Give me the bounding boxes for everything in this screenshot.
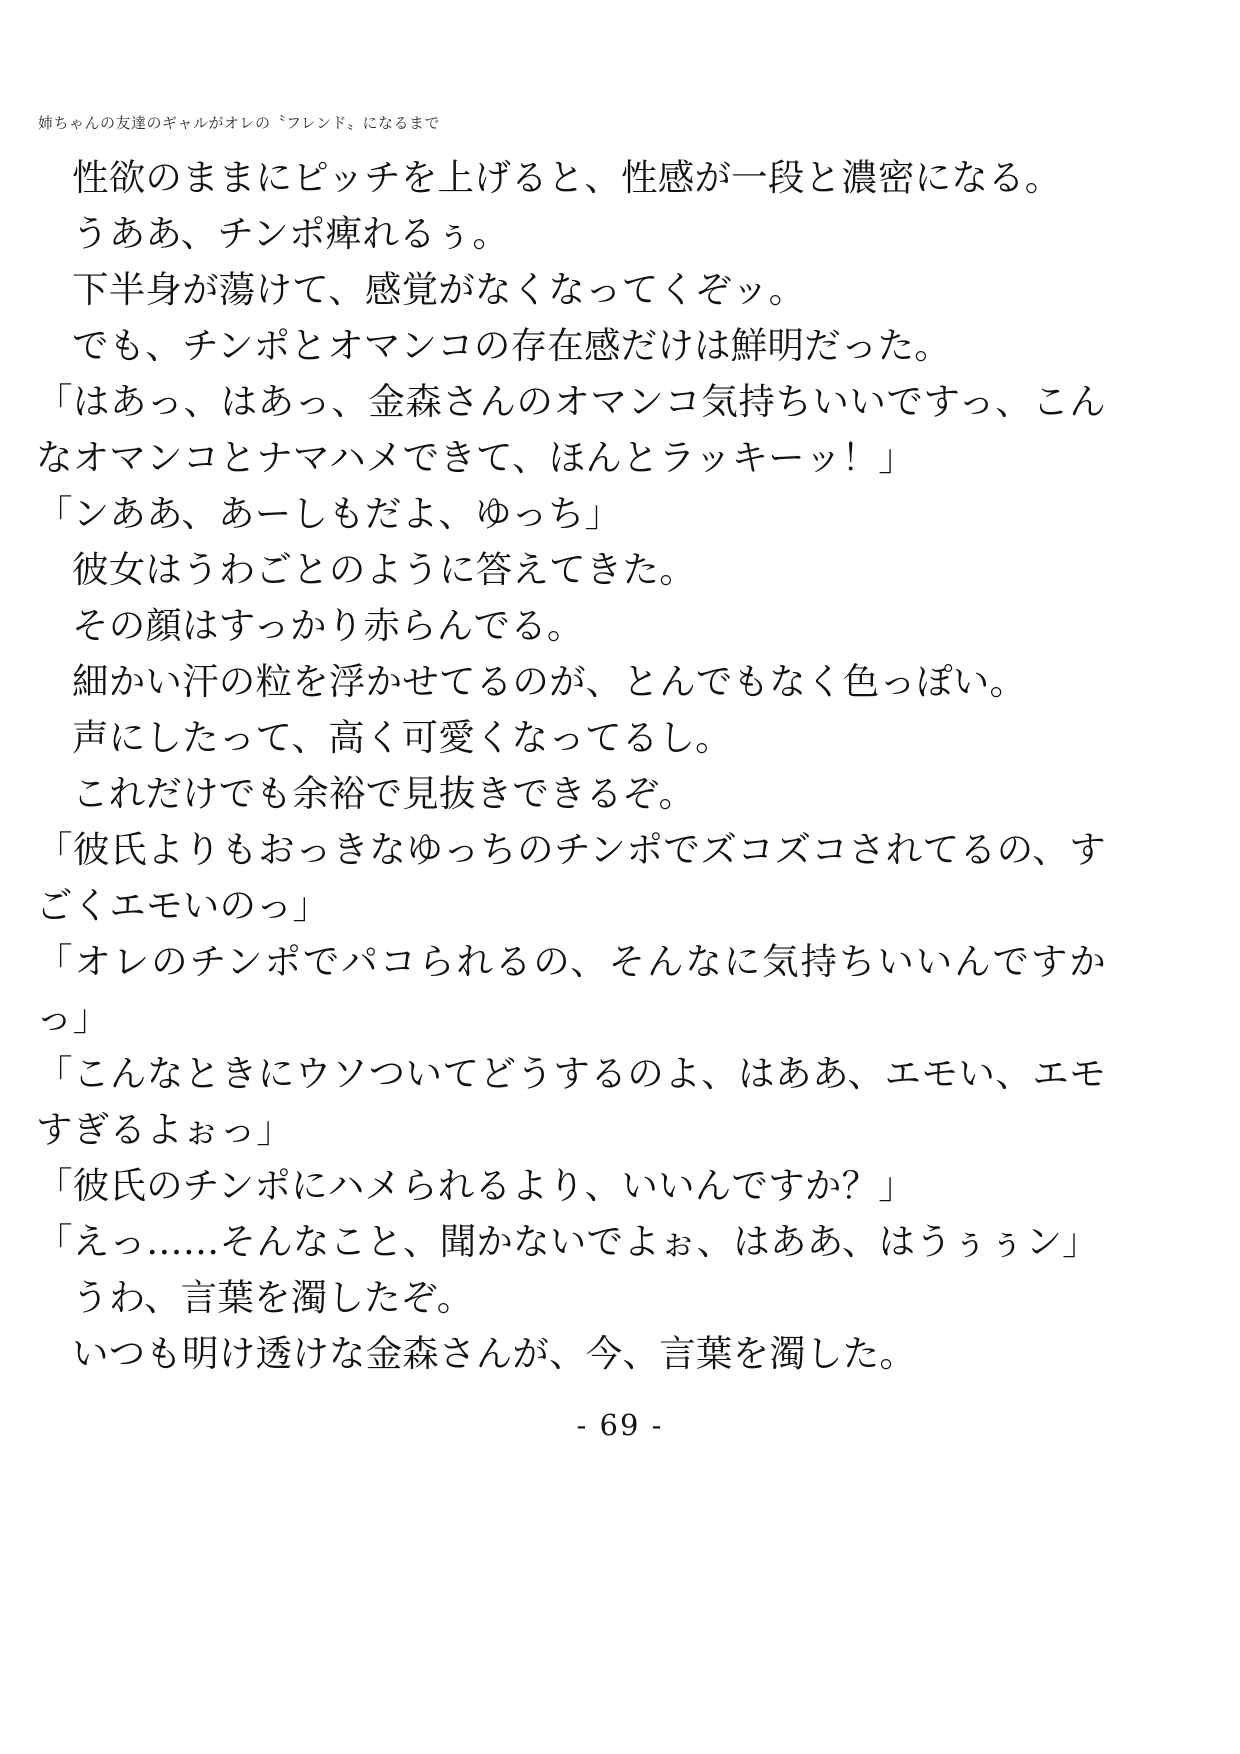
body-paragraph: 「オレのチンポでパコられるの、そんなに気持ちいいんですかっ」 (36, 940, 1106, 1039)
body-paragraph: 「こんなときにウソついてどうするのよ、はああ、エモい、エモすぎるよぉっ」 (36, 1052, 1106, 1151)
body-paragraph: 下半身が蕩けて、感覚がなくなってくぞッ。 (72, 268, 806, 311)
body-paragraph: うああ、チンポ痺れるぅ。 (72, 212, 510, 255)
body-text (36, 150, 1106, 1382)
body-paragraph: 細かい汗の粒を浮かせてるのが、とんでもなく色っぽい。 (72, 660, 1027, 703)
body-paragraph: 性欲のままにピッチを上げると、性感が一段と濃密になる。 (72, 156, 1062, 199)
body-paragraph: うわ、言葉を濁したぞ。 (72, 1276, 474, 1319)
body-paragraph: 彼女はうわごとのように答えてきた。 (72, 548, 696, 591)
body-paragraph: でも、チンポとオマンコの存在感だけは鮮明だった。 (72, 324, 951, 367)
body-paragraph: 「ンああ、あーしもだよ、ゆっち」 (36, 492, 622, 535)
body-paragraph: これだけでも余裕で見抜きできるぞ。 (72, 772, 696, 815)
body-paragraph: 「えっ……そんなこと、聞かないでよぉ、はああ、はうぅぅン」 (36, 1220, 1099, 1263)
body-paragraph: その顔はすっかり赤らんでる。 (72, 604, 584, 647)
body-paragraph: 声にしたって、高く可愛くなってるし。 (72, 716, 732, 759)
page-number: - 69 - (576, 1408, 664, 1442)
body-paragraph: 「彼氏よりもおっきなゆっちのチンポでズコズコされてるの、すごくエモいのっ」 (36, 828, 1106, 927)
body-paragraph: いつも明け透けな金森さんが、今、言葉を濁した。 (72, 1332, 917, 1375)
running-head: 姉ちゃんの友達のギャルがオレの〝フレンド〟になるまで (38, 114, 441, 132)
body-paragraph: 「はあっ、はあっ、金森さんのオマンコ気持ちいいですっ、こんなオマンコとナマハメできて、ほんとラッキーッ！」 (36, 380, 1106, 479)
body-paragraph: 「彼氏のチンポにハメられるより、いいんですか？」 (36, 1164, 915, 1207)
